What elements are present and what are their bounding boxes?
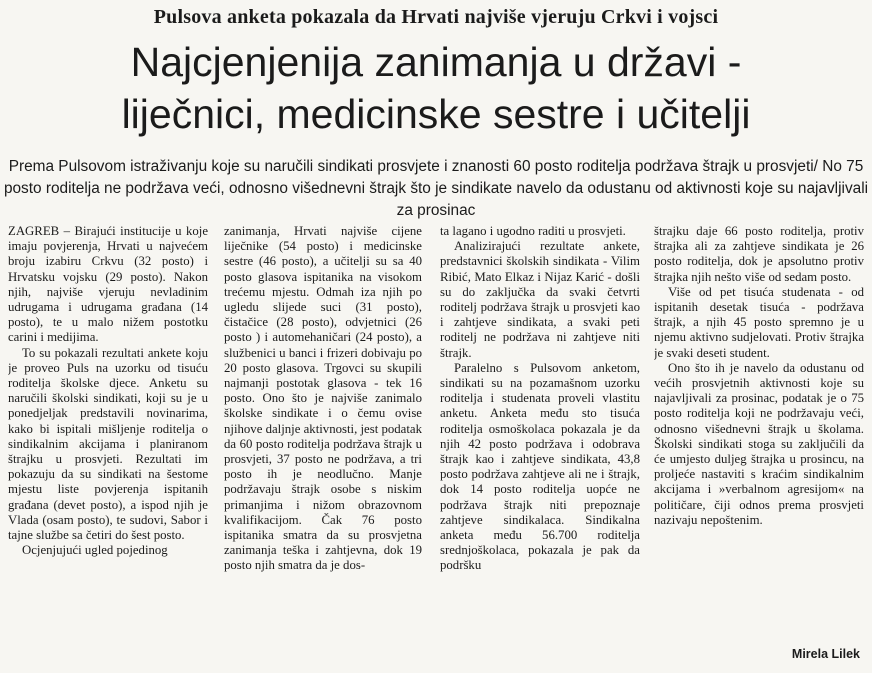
paragraph: Paralelno s Pulsovom anketom, sindikati su na pozamašnom uzorku roditelja i studenata proveli vlastitu anketu. Anketa među sto tisuća roditelja osmoškolaca pokazala je da njih 42 posto podržava i odobrava štrajk kao i zahtjeve sindikata, 43,8 posto podržava zahtjeve ali ne i štrajk, dok 14 posto roditelja uopće ne podržava štrajk niti prepoznaje zahtjeve sindikalaca. Sindikalna anketa među 56.700 roditelja srednjoškolaca, pokazala je pak da podršku — [440, 360, 640, 573]
author-signature: Mirela Lilek — [791, 647, 860, 661]
paragraph: Analizirajući rezultate ankete, predstavnici školskih sindikata - Vilim Ribić, Mato Elkaz i Nijaz Karić - došli su do zaključka da svaki četvrti roditelj podržava štrajk u prosvjeti kao i zahtjeve sindikata, a svaki peti roditelj ne podržava ni zahtjeve niti štrajk. — [440, 239, 640, 360]
column-4 — [654, 224, 864, 670]
paragraph: ZAGREB – Birajući institucije u koje imaju povjerenja, Hrvati u najvećem broju izabiru Crkvu (32 posto) i Hrvatsku vojsku (29 posto). Nakon njih, najviše vjeruju nevladinim udrugama i udrugama građana (14 posto), te u malo nižem postotku carini i medijima. — [8, 224, 208, 345]
column-1 — [8, 224, 208, 670]
subheadline: Prema Pulsovom istraživanju koje su naručili sindikati prosvjete i znanosti 60 posto roditelja podržava štrajk u prosvjeti/ No 75 posto roditelja ne podržava veći, odnosno višednevni štrajk što je sindikate navelo da odustanu od aktivnosti koje su najavljivali za prosinac — [3, 158, 869, 219]
headline-line-2: liječnici, medicinske sestre i učitelji — [121, 91, 751, 137]
paragraph: zanimanja, Hrvati najviše cijene liječnike (54 posto) i medicinske sestre (46 posto), a učitelji su sa 40 posto glasova ispitanika na visokom trećemu mjestu. Odmah iza njih po ugledu slijede suci (31 posto), čistačice (28 posto), odvjetnici (26 posto ) i automehaničari (24 posto), a službenici u banci i frizeri dobivaju po 20 posto glasova. Trgovci su skupili najmanji postotak glasova - tek 16 posto. Ono što je najviše zanimalo školske sindikate i o čemu ovise njihove daljnje aktivnosti, jest podatak da 60 posto roditelja podržava štrajk u prosvjeti, 37 posto ne podržava, a tri posto ih je neodlučno. Manje podržavaju štrajk osobe s niskim primanjima i nižom obrazovnom kvalifikacijom. Čak 76 posto ispitanika smatra da su prosvjetna zanimanja teška i zahtjevna, dok 19 posto njih smatra da je dos- — [224, 224, 422, 573]
column-3 — [440, 224, 640, 670]
column-2 — [224, 224, 422, 670]
article-body — [0, 224, 872, 670]
headline — [0, 36, 872, 140]
paragraph: Ono što ih je navelo da odustanu od većih prosvjetnih aktivnosti koje su najavljivali za prosinac, podatak je o 75 posto roditelja koji ne podržavaju veći, odnosno višednevni štrajk u školama. Školski sindikati stoga su zaključili da će umjesto duljeg štrajka u prosincu, na proljeće nastaviti s kraćim sindikalnim akcijama i »verbalnom agresijom« na političare, čiji odnos prema prosvjeti nazivaju nepoštenim. — [654, 360, 864, 527]
paragraph: To su pokazali rezultati ankete koju je proveo Puls na uzorku od tisuću roditelja školske djece. Anketu su naručili školski sindikati, koji su je u ponedjeljak predstavili novinarima, kako bi ispitali mišljenje roditelja o sindikalnim akcijama i planiranom štrajku u prosvjeti. Rezultati im pokazuju da su sindikati na šestome mjestu liste povjerenja ispitanih građana (devet posto), a ispod njih je Vlada (osam posto), te sudovi, Sabor i tajne službe sa četiri do šest posto. — [8, 345, 208, 543]
paragraph: Više od pet tisuća studenata - od ispitanih desetak tisuća - podržava štrajk, a njih 45 posto spremno je u njemu aktivno sudjelovati. Protiv štrajka je svaki deseti student. — [654, 284, 864, 360]
paragraph: ta lagano i ugodno raditi u prosvjeti. — [440, 224, 626, 238]
paragraph: štrajku daje 66 posto roditelja, protiv štrajka ali za zahtjeve sindikata je 26 posto roditelja, dok je apsolutno protiv štrajka njih nešto više od sedam posto. — [654, 224, 864, 284]
kicker: Pulsova anketa pokazala da Hrvati najviše vjeruju Crkvi i vojsci — [153, 6, 719, 28]
paragraph: Ocjenjujući ugled pojedinog — [22, 543, 168, 558]
headline-line-1: Najcjenjenija zanimanja u državi - — [130, 39, 742, 85]
